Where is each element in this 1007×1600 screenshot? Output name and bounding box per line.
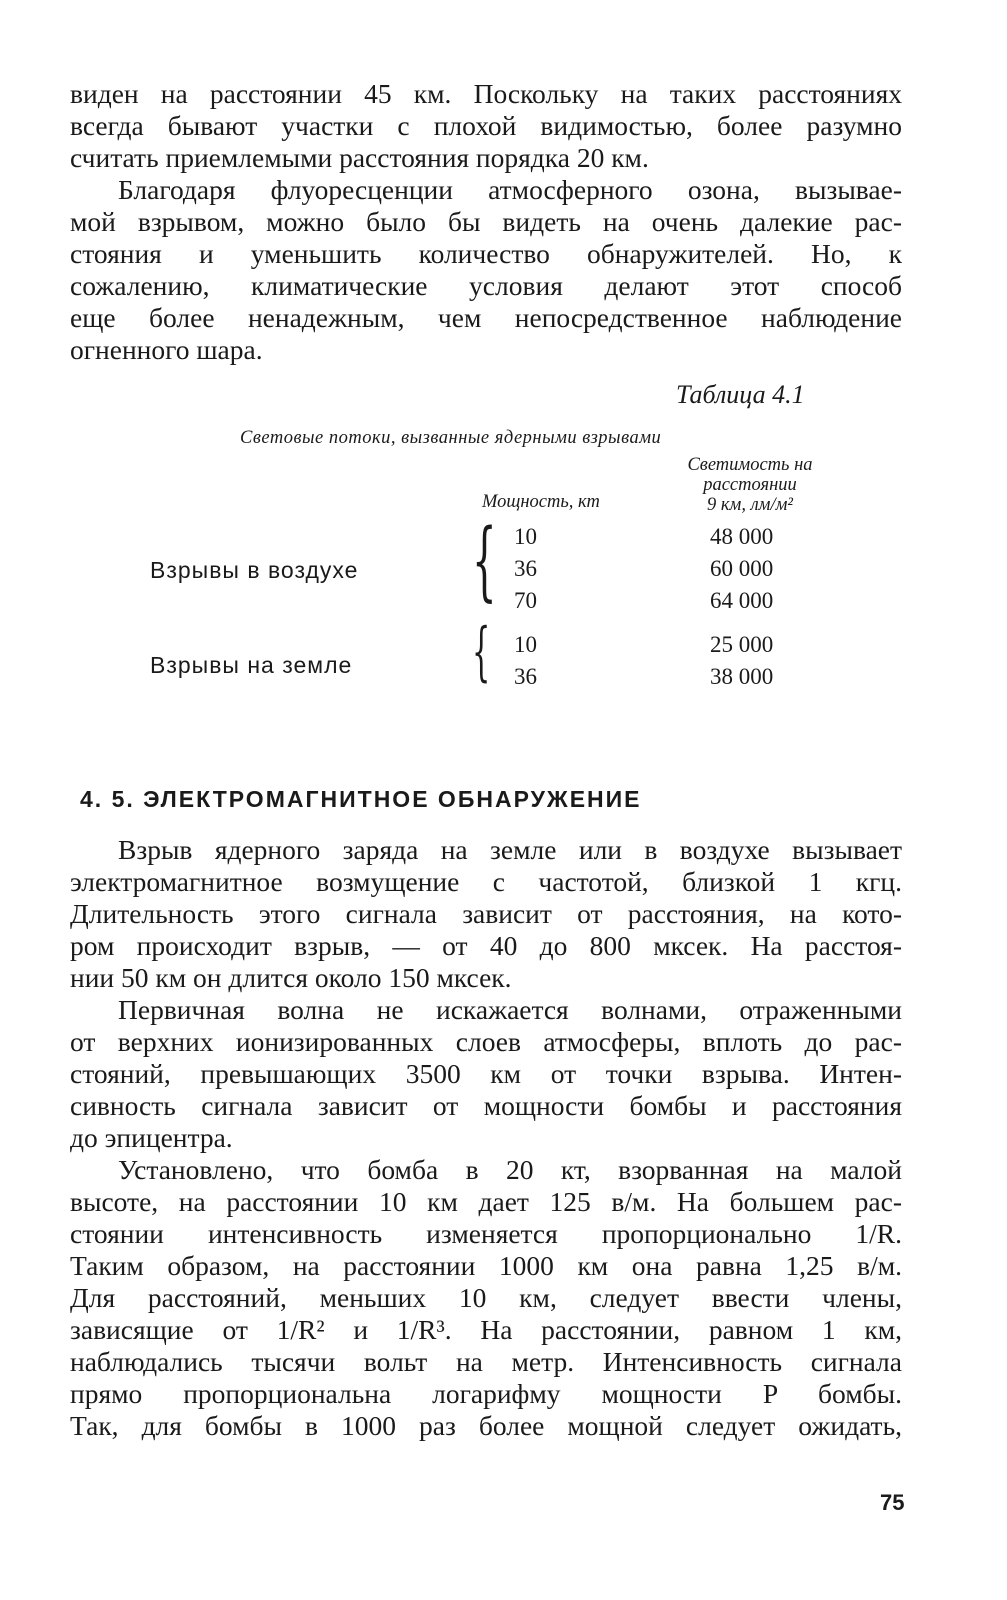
text-line: Взрыв ядерного заряда на земле или в воздухе вызывает — [118, 834, 902, 865]
column-header-luminosity — [660, 455, 840, 515]
cell-luminosity: 38 000 — [710, 664, 774, 689]
text-line: мой взрывом, можно было бы видеть на очень далекие рас- — [70, 206, 902, 237]
cell-luminosity: 64 000 — [710, 588, 774, 613]
column-header-line: Светимость на — [687, 455, 813, 475]
table-title: Световые потоки, вызванные ядерными взрывами — [240, 428, 662, 448]
text-line: всегда бывают участки с плохой видимостью, более разумно — [70, 110, 902, 141]
section-heading: 4. 5. ЭЛЕКТРОМАГНИТНОЕ ОБНАРУЖЕНИЕ — [80, 786, 642, 812]
text-line: Длительность этого сигнала зависит от расстояния, на кото- — [70, 898, 902, 929]
cell-luminosity: 25 000 — [710, 632, 774, 657]
text-line: сожалению, климатические условия делают этот способ — [70, 270, 902, 301]
brace-ground: { — [472, 615, 491, 689]
group-label-air: Взрывы в воздухе — [150, 557, 359, 583]
text-line: от верхних ионизированных слоев атмосферы, вплоть до рас- — [70, 1026, 902, 1057]
cell-luminosity: 60 000 — [710, 556, 774, 581]
cell-power: 10 — [514, 632, 537, 657]
paragraph-fluorescence — [70, 174, 902, 366]
cell-luminosity: 48 000 — [710, 524, 774, 549]
text-line: огненного шара. — [70, 334, 263, 365]
text-line: Таким образом, на расстоянии 1000 км она равна 1,25 в/м. — [70, 1250, 902, 1281]
text-line: до эпицентра. — [70, 1122, 233, 1153]
paragraph-primary-wave — [70, 994, 902, 1154]
text-line: Благодаря флуоресценции атмосферного озона, вызывае- — [118, 174, 902, 205]
column-header-line: 9 км, лм/м² — [707, 495, 793, 515]
column-header-line: расстоянии — [703, 475, 797, 495]
text-line: стояния и уменьшить количество обнаружителей. Но, к — [70, 238, 902, 269]
text-line: нии 50 км он длится около 150 мксек. — [70, 962, 512, 993]
page-number: 75 — [880, 1490, 905, 1515]
text-line: стоянии интенсивность изменяется пропорционально 1/R. — [70, 1218, 902, 1249]
text-line: виден на расстоянии 45 км. Поскольку на таких расстояниях — [70, 78, 902, 109]
text-line: высоте, на расстоянии 10 км дает 125 в/м. На большем рас- — [70, 1186, 902, 1217]
text-line: считать приемлемыми расстояния порядка 20 км. — [70, 142, 649, 173]
text-line: ром происходит взрыв, — от 40 до 800 мксек. На расстоя- — [70, 930, 902, 961]
cell-power: 10 — [514, 524, 537, 549]
text-line: Для расстояний, меньших 10 км, следует ввести члены, — [70, 1282, 902, 1313]
cell-power: 70 — [514, 588, 537, 613]
text-line: Первичная волна не искажается волнами, отраженными — [118, 994, 902, 1025]
table-caption: Таблица 4.1 — [676, 380, 805, 409]
brace-air: { — [472, 511, 497, 611]
paragraph-continuation — [70, 78, 902, 174]
text-line: электромагнитное возмущение с частотой, близкой 1 кгц. — [70, 866, 902, 897]
text-line: еще более ненадежным, чем непосредственное наблюдение — [70, 302, 902, 333]
column-header-power: Мощность, кт — [482, 492, 600, 512]
text-line: сивность сигнала зависит от мощности бомбы и расстояния — [70, 1090, 902, 1121]
text-line: Установлено, что бомба в 20 кт, взорванная на малой — [118, 1154, 902, 1185]
paragraph-bomb-intensity — [70, 1154, 902, 1442]
text-line: зависящие от 1/R² и 1/R³. На расстоянии, равном 1 км, — [70, 1314, 902, 1345]
text-line: прямо пропорциональна логарифму мощности P бомбы. — [70, 1378, 902, 1409]
cell-power: 36 — [514, 664, 537, 689]
paragraph-em-disturbance — [70, 834, 902, 994]
group-label-ground: Взрывы на земле — [150, 652, 353, 678]
cell-power: 36 — [514, 556, 537, 581]
text-line: стояний, превышающих 3500 км от точки взрыва. Интен- — [70, 1058, 902, 1089]
text-line: Так, для бомбы в 1000 раз более мощной следует ожидать, — [70, 1410, 902, 1441]
text-line: наблюдались тысячи вольт на метр. Интенсивность сигнала — [70, 1346, 902, 1377]
